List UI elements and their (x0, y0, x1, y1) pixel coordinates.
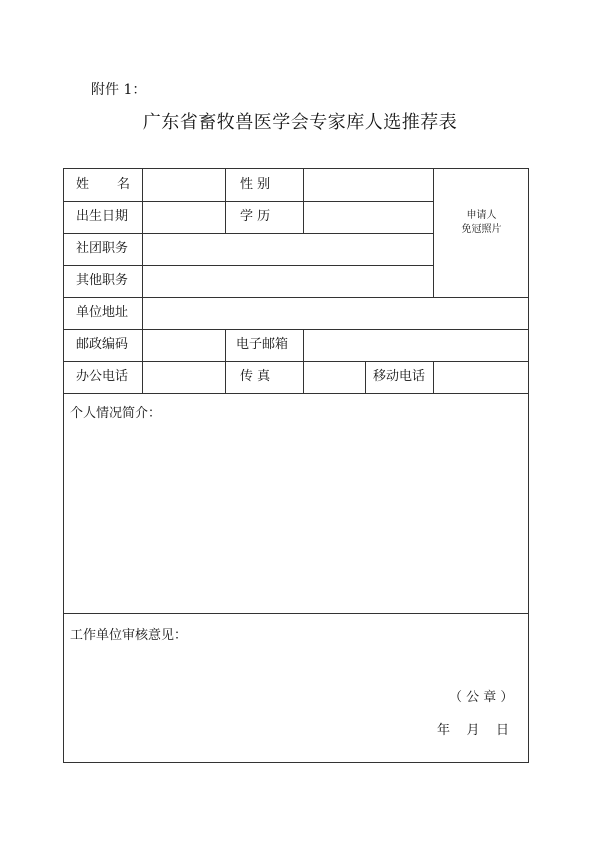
postal-code-label: 邮政编码 (76, 337, 129, 352)
official-seal-label: （ 公 章 ） (449, 690, 514, 705)
date-line: 年 月 日 (437, 723, 510, 738)
mobile-phone-label: 移动电话 (373, 369, 426, 384)
profile-textarea[interactable] (65, 421, 529, 611)
photo-placeholder[interactable] (434, 209, 529, 237)
name-label: 姓 名 (76, 177, 130, 192)
society-position-label: 社团职务 (76, 241, 129, 256)
society-position-field[interactable] (143, 234, 433, 265)
gender-field[interactable] (304, 170, 433, 201)
photo-line-1: 申请人 (466, 210, 497, 221)
office-phone-field[interactable] (143, 362, 225, 393)
education-field[interactable] (304, 202, 433, 233)
education-label: 学 历 (240, 209, 271, 224)
profile-label: 个人情况简介： (70, 406, 162, 421)
review-label: 工作单位审核意见： (70, 628, 188, 643)
other-position-label: 其他职务 (76, 273, 129, 288)
fax-field[interactable] (304, 362, 365, 393)
label-part: 名 (116, 177, 130, 192)
fax-label: 传 真 (240, 369, 271, 384)
mobile-phone-field[interactable] (434, 362, 529, 393)
photo-line-2: 免冠照片 (461, 224, 502, 235)
gender-label: 性 别 (240, 177, 271, 192)
email-field[interactable] (304, 330, 529, 361)
birth-date-label: 出生日期 (76, 209, 129, 224)
birth-date-field[interactable] (143, 202, 225, 233)
work-address-label: 单位地址 (76, 305, 129, 320)
attachment-label: 附件 1： (91, 82, 147, 98)
email-label: 电子邮箱 (236, 337, 289, 352)
recommendation-form (63, 168, 529, 763)
office-phone-label: 办公电话 (76, 369, 129, 384)
other-position-field[interactable] (143, 266, 433, 297)
postal-code-field[interactable] (143, 330, 225, 361)
work-address-field[interactable] (143, 298, 529, 329)
name-field[interactable] (143, 170, 225, 201)
form-title: 广东省畜牧兽医学会专家库人选推荐表 (142, 112, 458, 133)
